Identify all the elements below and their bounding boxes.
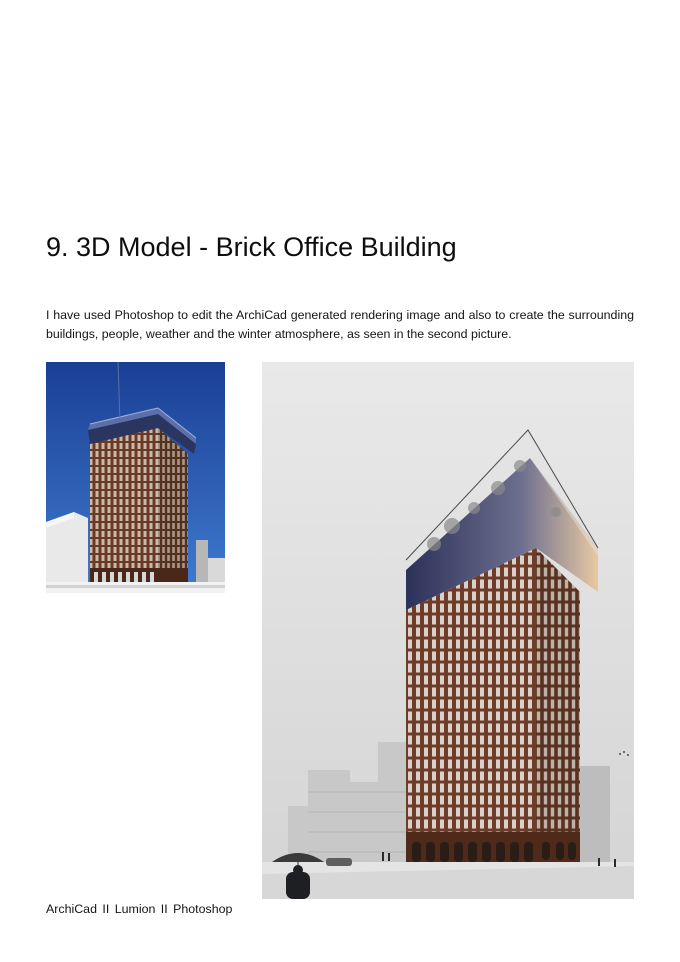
archicad-rendering-image	[46, 362, 225, 593]
description-paragraph: I have used Photoshop to edit the ArchiCad generated rendering image and also to create the surrounding buildings, people, weather and the winter atmosphere, as seen in the second picture.	[46, 308, 634, 341]
software-credits: ArchiCad II Lumion II Photoshop	[46, 902, 233, 916]
page-title: 9. 3D Model - Brick Office Building	[46, 232, 457, 262]
photoshop-winter-image	[262, 362, 634, 899]
